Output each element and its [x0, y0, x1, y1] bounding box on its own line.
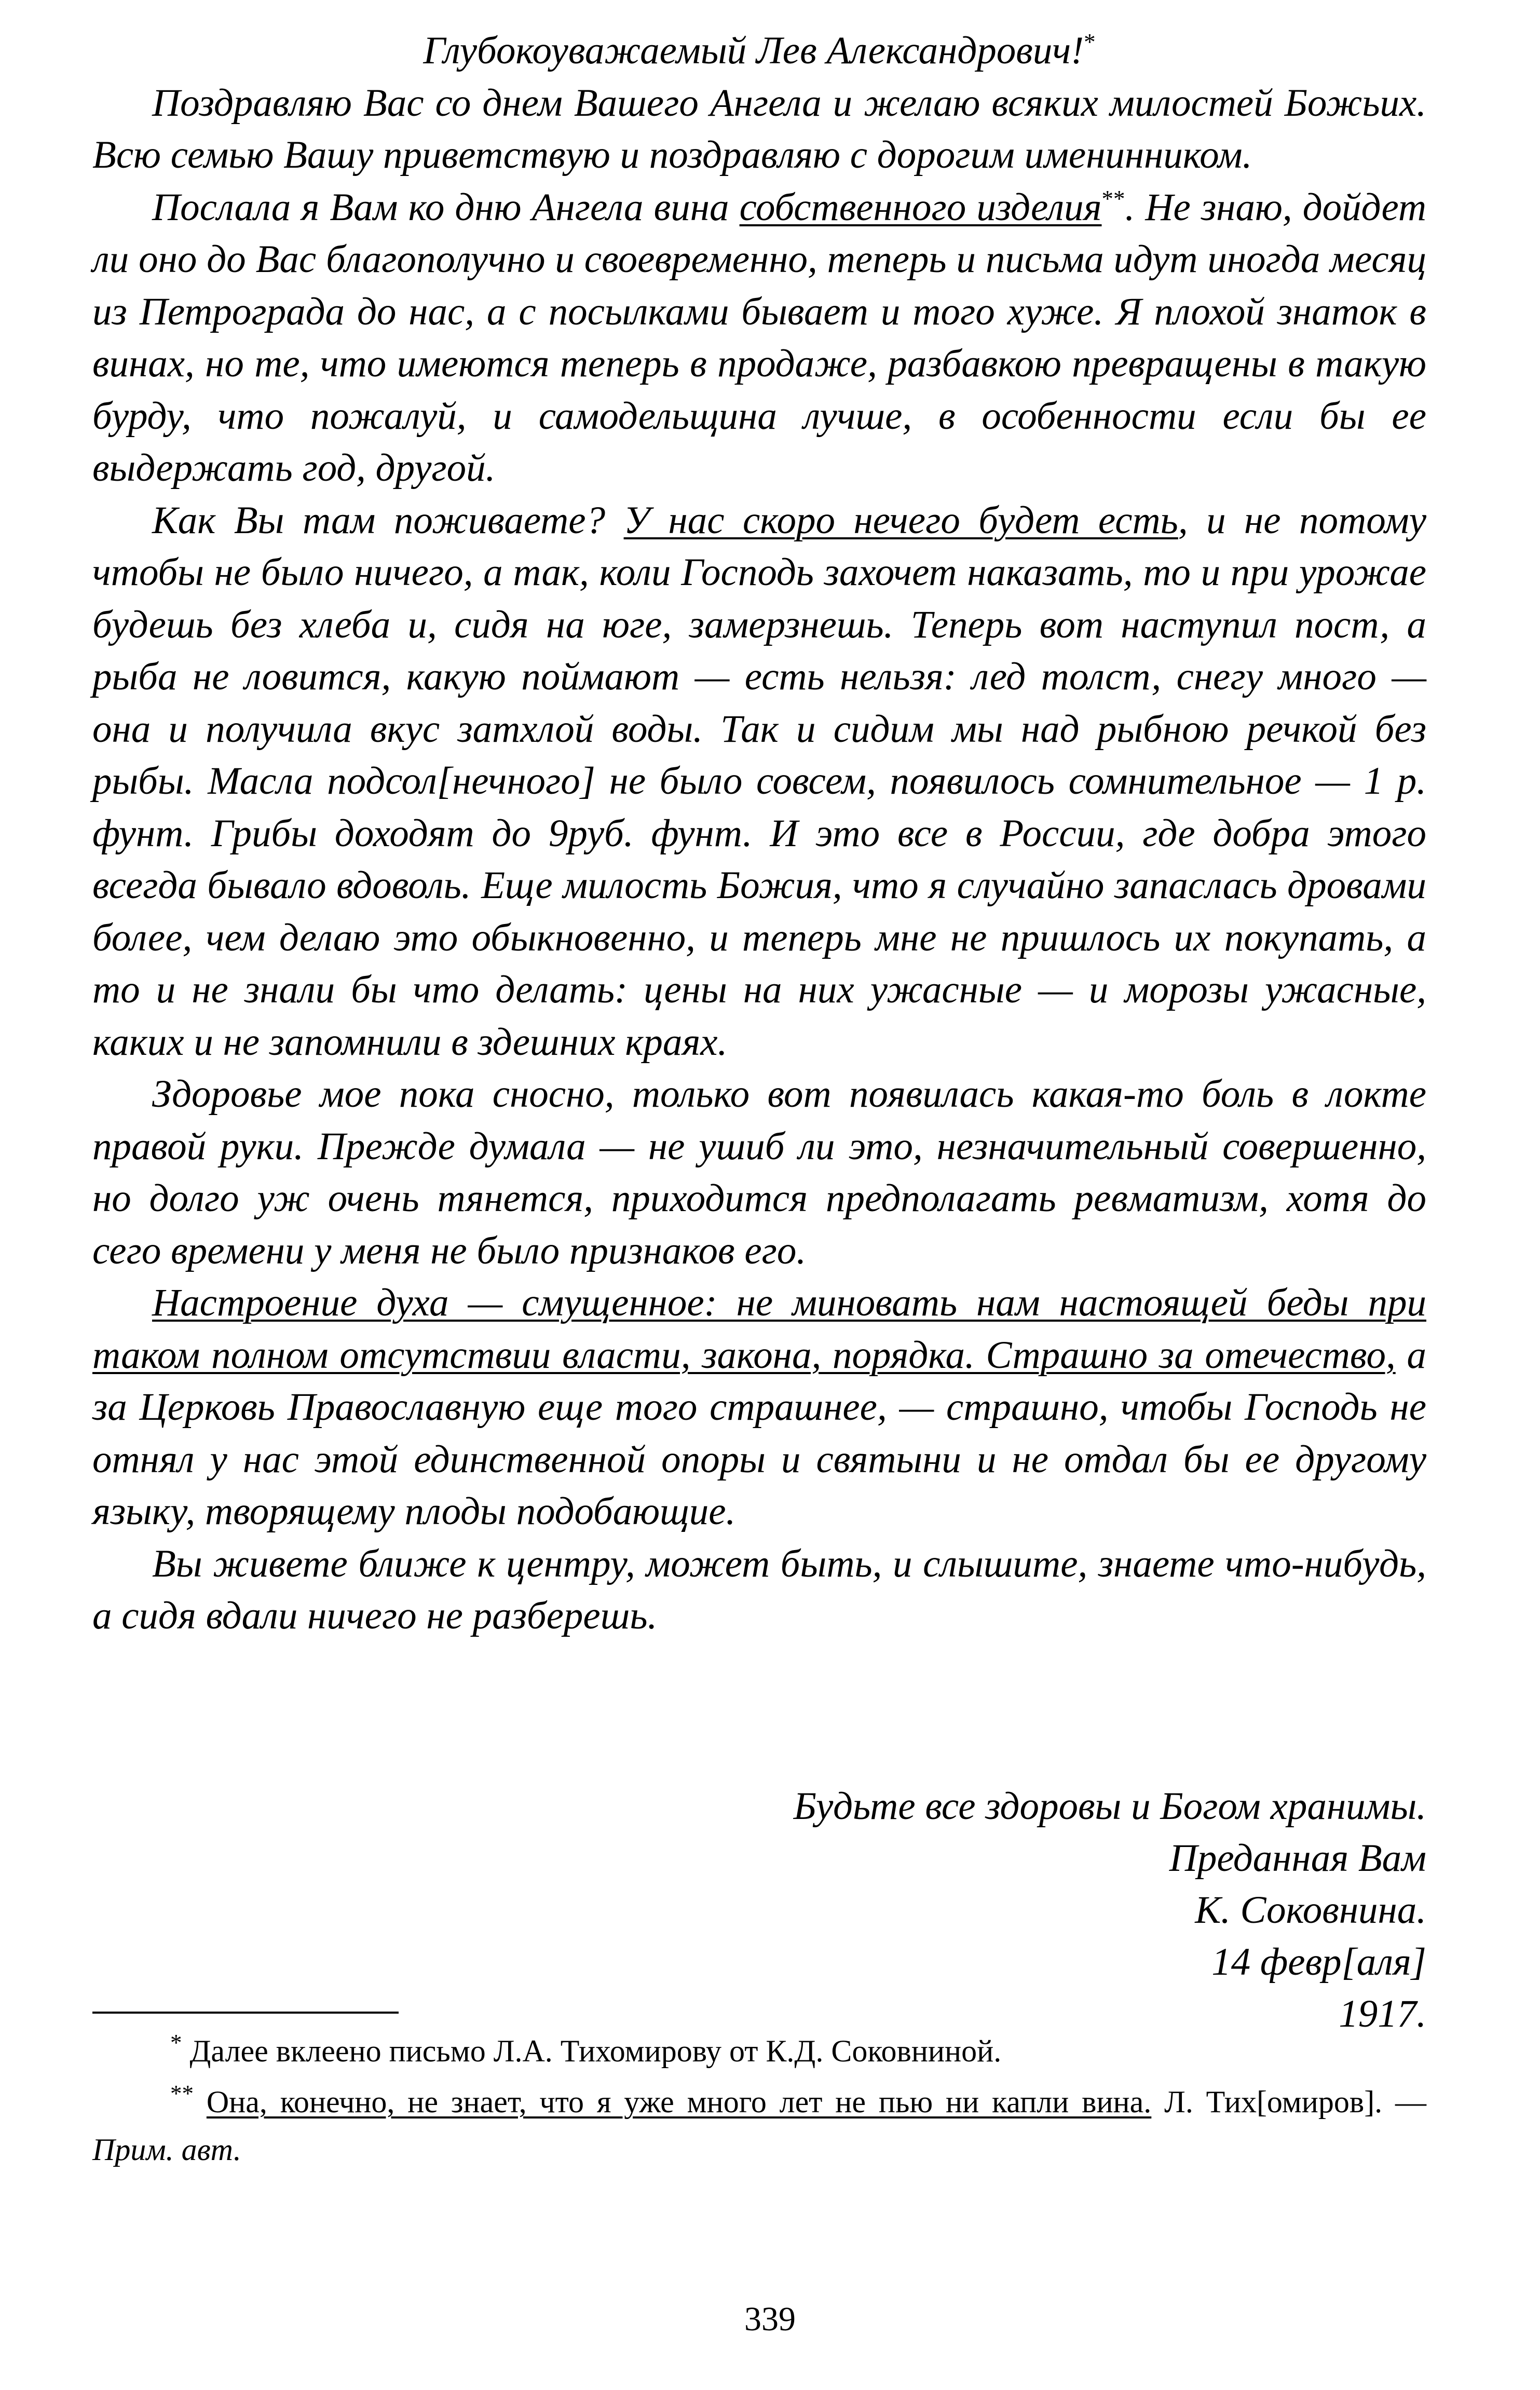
- footnote-mark: *: [170, 2030, 182, 2056]
- paragraph-food: Как Вы там поживаете? У нас скоро нечего будет есть, и не потому чтобы не было ничего, а так, коли Господь захочет наказать, то и при урожае будешь без хлеба и, сидя на юге, замерзнешь. Теперь вот наступил пост, а рыба не ловится, какую поймают — есть нельзя: лед толст, снегу много — она и получила вкус затхлой воды. Так и сидим мы над рыбною речкой без рыбы. Масла подсол[нечного] не было совсем, появилось сомнительное — 1 р. фунт. Грибы доходят до 9руб. фунт. И это все в России, где добра этого всегда бывало вдоволь. Еще милость Божия, что я случайно запаслась дровами более, чем делаю это обыкновенно, и теперь мне не пришлось их покупать, а то и не знали бы что делать: цены на них ужасные — и морозы ужасные, каких и не запомнили в здешних краях.: [92, 498, 1426, 1064]
- letter-body: [92, 25, 1426, 1642]
- footnotes: [92, 2027, 1426, 2177]
- footnote-1: * Далее вклеено письмо Л.А. Тихомирову от К.Д. Соковниной.: [170, 2030, 1002, 2068]
- letter-closing: [675, 1781, 1426, 2040]
- footnote-mark: *: [1084, 29, 1096, 55]
- closing-line: Будьте все здоровы и Богом хранимы.: [793, 1785, 1426, 1828]
- date-line: 14 февр[аля]: [1211, 1940, 1426, 1984]
- footnote-mark: **: [170, 2081, 194, 2107]
- underlined-phrase: собственного изделия: [739, 185, 1102, 229]
- closing-line: Преданная Вам: [1169, 1837, 1426, 1880]
- paragraph-wine: Послала я Вам ко дню Ангела вина собственного изделия**. Не знаю, дойдет ли оно до Вас благополучно и своевременно, теперь и письма идут иногда месяц из Петрограда до нас, а с посылками бывает и того хуже. Я плохой знаток в винах, но те, что имеются теперь в продаже, разбавкою превращены в такую бурду, что пожалуй, и самодельщина лучше, в особенности если бы ее выдержать год, другой.: [92, 185, 1426, 490]
- paragraph-news: Вы живете ближе к центру, может быть, и слышите, знаете что-нибудь, а сидя вдали ничего не разберешь.: [92, 1542, 1426, 1637]
- underlined-phrase: Настроение духа — смущенное: не миновать нам настоящей беды при таком полном отсутствии власти, закона, порядка. Страшно за отечество,: [92, 1281, 1426, 1377]
- underlined-phrase: У нас скоро нечего будет есть: [623, 498, 1178, 542]
- salutation: Глубокоуважаемый Лев Александрович!*: [423, 29, 1096, 72]
- footnote-mark: **: [1101, 185, 1125, 212]
- year-line: 1917.: [1339, 1992, 1426, 2035]
- footnote-2: ** Она, конечно, не знает, что я уже много лет не пью ни капли вина. Л. Тих[омиров]. — Прим. авт.: [92, 2081, 1427, 2167]
- footnote-divider: [92, 2012, 399, 2014]
- paragraph-greeting: Поздравляю Вас со днем Вашего Ангела и желаю всяких милостей Божьих. Всю семью Вашу приветствую и поздравляю с дорогим именинником.: [92, 81, 1426, 176]
- paragraph-mood: Настроение духа — смущенное: не миновать нам настоящей беды при таком полном отсутствии власти, закона, порядка. Страшно за отечество, а за Церковь Православную еще того страшнее, — страшно, чтобы Господь не отнял у нас этой единственной опоры и святыни и не отдал бы ее другому языку, творящему плоды подобающие.: [92, 1281, 1427, 1533]
- underlined-phrase: Она, конечно, не знает, что я уже много лет не пью ни капли вина.: [206, 2085, 1152, 2119]
- signature: К. Соковнина.: [1195, 1889, 1426, 1932]
- page-number: 339: [744, 2300, 796, 2338]
- paragraph-health: Здоровье мое пока сносно, только вот появилась какая-то боль в локте правой руки. Прежде думала — не ушиб ли это, незначительный совершенно, но долго уж очень тянется, приходится предполагать ревматизм, хотя до сего времени у меня не было признаков его.: [92, 1072, 1426, 1272]
- author-note: Прим. авт.: [92, 2133, 241, 2167]
